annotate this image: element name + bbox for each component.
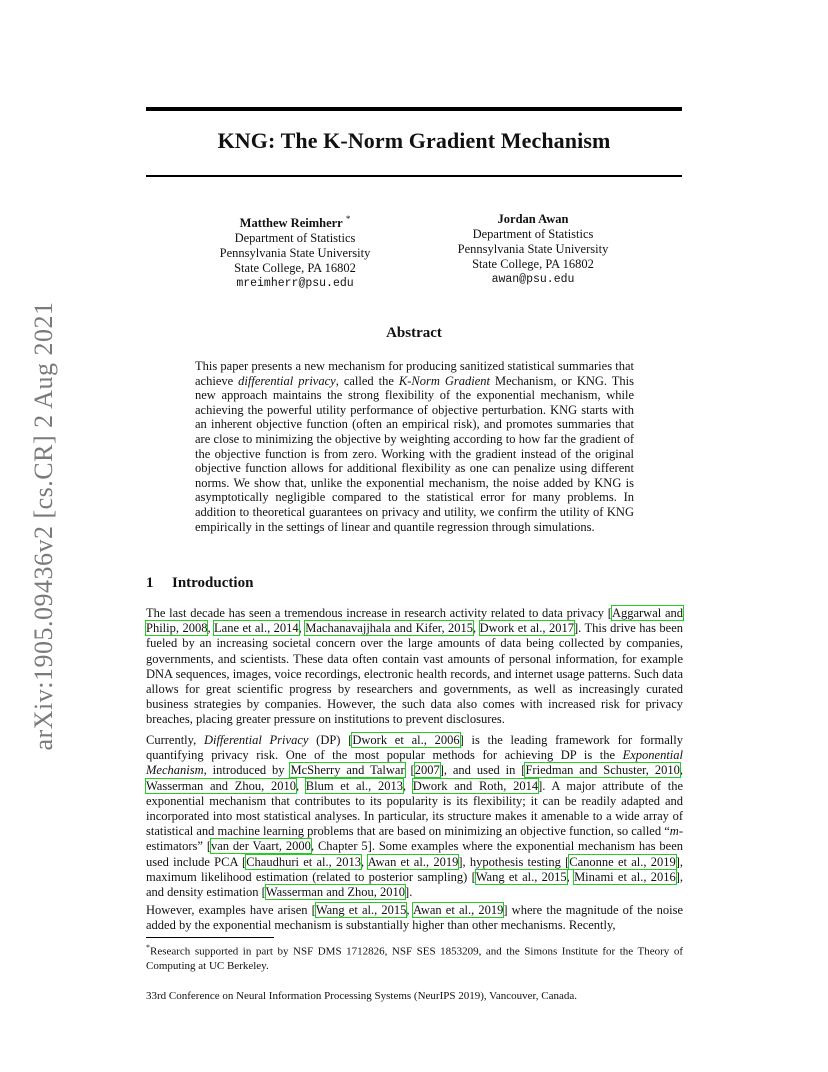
author-department: Department of Statistics	[472, 227, 594, 241]
citation-link[interactable]: Aggarwal and Philip, 2008	[146, 606, 683, 636]
intro-paragraph-3: However, examples have arisen [Wang et al., 2015, Awan et al., 2019] where the magnitude of the noise added by the exponential mechanism is substantially higher than other mechanisms. Recently,	[146, 903, 684, 933]
intro-paragraph-2: Currently, Differential Privacy (DP) [Dwork et al., 2006] is the leading framework for formally quantifying privacy risk. One of the most popular methods for achieving DP is the Exponential Mechanism, introduced by McSherry and Talwar [2007], and used in [Friedman and Schuster, 2010, Wasserman and Zhou, 2010, Blum et al., 2013, Dwork and Roth, 2014]. A major attribute of the exponential mechanism that contributes to its popularity is its flexibility; it can be readily adapted and incorporated into most statistical analyses. In particular, its structure makes it amenable to a wide array of statistical and machine learning problems that are based on minimizing an objective function, so called “m-estimators” [van der Vaart, 2000, Chapter 5]. Some examples where the exponential mechanism has been used include PCA [Chaudhuri et al., 2013, Awan et al., 2019], hypothesis testing [Canonne et al., 2019], maximum likelihood estimation (related to posterior sampling) [Wang et al., 2015, Minami et al., 2016], and density estimation [Wasserman and Zhou, 2010].	[146, 733, 684, 900]
title-bottom-rule	[146, 175, 682, 177]
author-department: Department of Statistics	[234, 231, 356, 246]
arxiv-identifier: arXiv:1905.09436v2 [cs.CR] 2 Aug 2021	[29, 301, 58, 751]
author-city: State College, PA 16802	[472, 257, 594, 271]
citation-link[interactable]: Dwork et al., 2006	[352, 733, 460, 747]
author-name: Matthew Reimherr	[239, 216, 343, 231]
citation-link[interactable]: Dwork and Roth, 2014	[412, 778, 539, 793]
citation-link[interactable]: Friedman and Schuster, 2010	[525, 763, 680, 778]
citation-link[interactable]: Awan et al., 2019	[412, 903, 504, 917]
citation-link[interactable]: McSherry and Talwar	[290, 763, 405, 778]
citation-link[interactable]: Wasserman and Zhou, 2010	[265, 885, 406, 900]
intro-paragraph-1: The last decade has seen a tremendous increase in research activity related to data privacy [Aggarwal and Philip, 2008, Lane et al., 2014, Machanavajjhala and Kifer, 2015, Dwork et al., 2017]. This drive has been fueled by an increasing societal concern over the large amounts of data being collected by companies, governments, and scientists. These data often contain vast amounts of personal information, for example DNA sequences, images, voice recordings, electronic health records, and internet usage patterns. Such data allows for great scientific progress by researchers and governments, as well as increasingly curated business strategies by companies. However, the such data also comes with increased risk for privacy breaches, placing greater pressure on institutions to prevent disclosures.	[146, 606, 684, 727]
citation-link[interactable]: Awan et al., 2019	[367, 854, 459, 869]
author-footnote-mark: *	[345, 214, 351, 224]
citation-link[interactable]: Machanavajjhala and Kifer, 2015	[305, 621, 474, 636]
abstract-heading: Abstract	[386, 325, 442, 341]
author-university: Pennsylvania State University	[457, 242, 609, 256]
author-email[interactable]: mreimherr@psu.edu	[236, 277, 354, 291]
title-top-rule	[146, 107, 682, 111]
citation-link[interactable]: Dwork et al., 2017	[479, 621, 574, 636]
citation-link[interactable]: Chaudhuri et al., 2013	[246, 854, 361, 869]
footnote-rule	[146, 937, 274, 938]
paper-title: KNG: The K-Norm Gradient Mechanism	[217, 128, 611, 153]
footnote: *Research supported in part by NSF DMS 1712826, NSF SES 1853209, and the Simons Institute for the Theory of Computing at UC Berkeley.	[146, 943, 683, 972]
citation-link[interactable]: Wang et al., 2015	[475, 869, 567, 884]
citation-link[interactable]: van der Vaart, 2000	[210, 839, 311, 854]
citation-link[interactable]: Blum et al., 2013	[305, 778, 403, 793]
author-name: Jordan Awan	[497, 212, 569, 226]
citation-link[interactable]: Wasserman and Zhou, 2010	[146, 778, 296, 793]
citation-link[interactable]: 2007	[414, 763, 440, 778]
author-university: Pennsylvania State University	[219, 246, 371, 261]
citation-link[interactable]: Canonne et al., 2019	[569, 854, 676, 869]
citation-link[interactable]: Wang et al., 2015	[315, 903, 407, 917]
citation-link[interactable]: Minami et al., 2016	[574, 869, 676, 884]
abstract-text: This paper presents a new mechanism for producing sanitized statistical summaries that achieve differential privacy, called the K-Norm Gradient Mechanism, or KNG. This new approach maintains the strong flexibility of the exponential mechanism, while achieving the powerful utility performance of objective perturbation. KNG starts with an inherent objective function (often an empirical risk), and promotes summaries that are close to minimizing the objective by weighting according to how far the gradient of the objective function is from zero. Working with the gradient instead of the original objective function allows for additional flexibility as one can penalize using different norms. We show that, unlike the exponential mechanism, the noise added by KNG is asymptotically negligible compared to the statistical error for many problems. In addition to theoretical guarantees on privacy and utility, we confirm the utility of KNG empirically in the settings of linear and quantile regression through simulations.	[195, 359, 635, 534]
author-email[interactable]: awan@psu.edu	[491, 273, 575, 286]
citation-link[interactable]: Lane et al., 2014	[214, 621, 299, 636]
conference-note: 33rd Conference on Neural Information Processing Systems (NeurIPS 2019), Vancouver, Canada.	[146, 990, 578, 1002]
author-block-1	[175, 212, 415, 291]
author-block-2	[413, 212, 653, 287]
author-city: State College, PA 16802	[234, 261, 356, 276]
section-heading-introduction: 1 Introduction	[146, 575, 254, 591]
